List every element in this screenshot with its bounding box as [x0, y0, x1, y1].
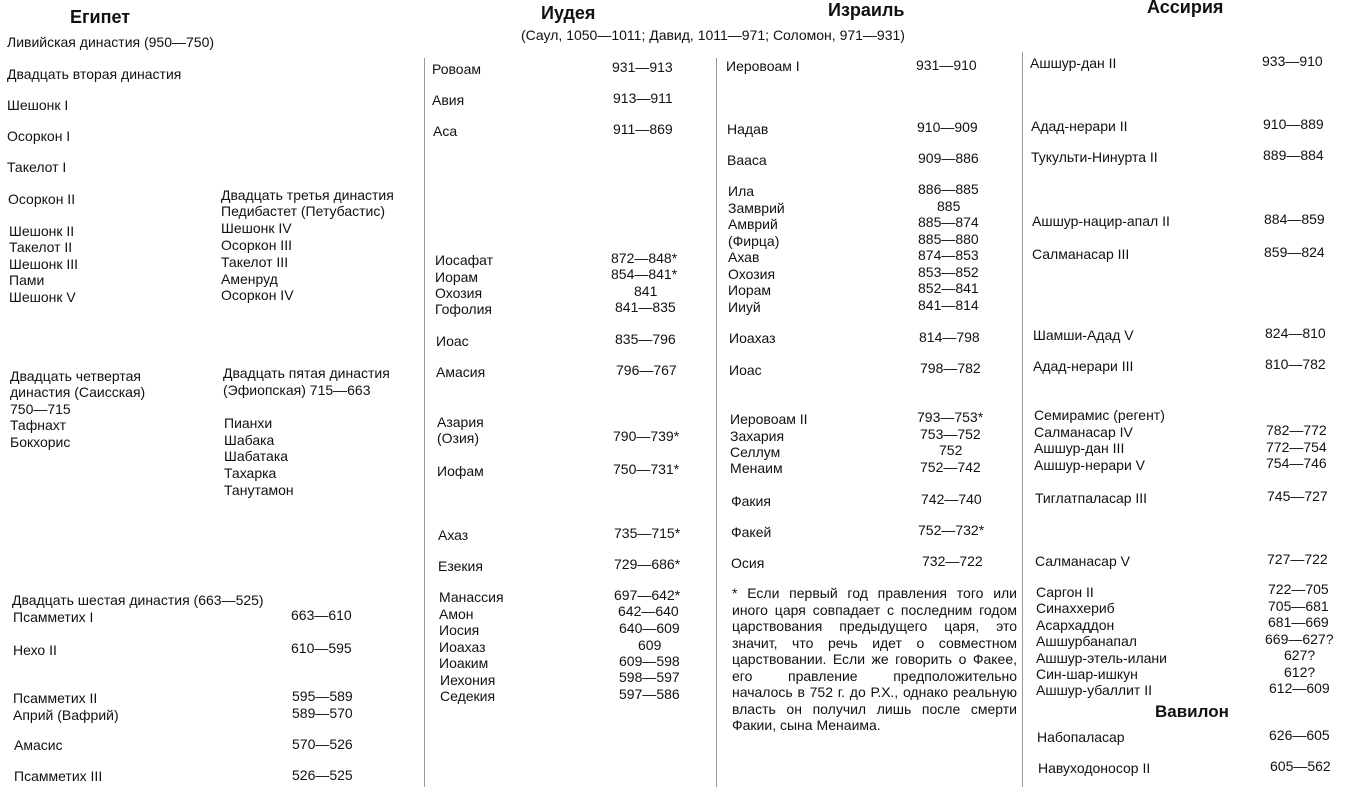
ruler-years: 752—732* [918, 522, 985, 538]
ruler-name: Иорам [728, 282, 772, 298]
ruler-name: Шешонк I [7, 97, 69, 113]
ruler-name: Иоахаз [439, 639, 486, 655]
ruler-years: 790—739* [613, 428, 680, 444]
ruler-years: 910—909 [917, 119, 978, 135]
ruler-name: Шешонк IV [221, 220, 292, 236]
ruler-name: Ииуй [728, 299, 761, 315]
ruler-name: Ашшур-нацир-апал II [1032, 213, 1170, 229]
ruler-years: 669—627? [1265, 631, 1334, 647]
ruler-years: 796—767 [616, 362, 677, 378]
ruler-name: Иоаким [439, 655, 489, 671]
ruler-years: 705—681 [1268, 598, 1329, 614]
dynasty-years: 750—715 [10, 401, 71, 417]
ruler-name: Ровоам [432, 61, 481, 77]
ruler-name: Шешонк III [9, 256, 79, 272]
ruler-name: Семирамис (регент) [1034, 407, 1165, 423]
ruler-name: Амасия [436, 364, 486, 380]
ruler-name: Факей [731, 524, 772, 540]
ruler-name: (Фирца) [728, 233, 780, 249]
ruler-name: Танутамон [224, 482, 294, 498]
dynasty-heading: Двадцать шестая династия (663—525) [12, 592, 264, 608]
judea-title: Иудея [541, 3, 596, 23]
ruler-years: 931—913 [612, 59, 673, 75]
ruler-name: Тиглатпаласар III [1035, 490, 1148, 506]
ruler-years: 681—669 [1268, 614, 1329, 630]
ruler-years: 853—852 [918, 264, 979, 280]
ruler-name: Салманасар IV [1034, 424, 1133, 440]
ruler-years: 909—886 [918, 150, 979, 166]
ruler-name: Шамши-Адад V [1033, 327, 1134, 343]
ruler-years: 605—562 [1270, 758, 1331, 774]
ruler-years: 754—746 [1266, 455, 1327, 471]
ruler-years: 859—824 [1264, 244, 1325, 260]
ruler-name: Иоас [436, 333, 469, 349]
ruler-years: 753—752 [920, 426, 981, 442]
ruler-years: 931—910 [916, 57, 977, 73]
ruler-years: 835—796 [615, 331, 676, 347]
ruler-name: Иоас [729, 362, 762, 378]
ruler-name: Ашшур-дан III [1034, 440, 1125, 456]
ruler-name: Манассия [439, 589, 504, 605]
ruler-name: Охозия [728, 266, 776, 282]
ruler-name: Охозия [435, 285, 483, 301]
ruler-name: Тукульти-Нинурта II [1031, 149, 1158, 165]
ruler-years: 609—598 [619, 653, 680, 669]
ruler-name: Ахаз [438, 527, 469, 543]
ruler-years: 885—880 [918, 231, 979, 247]
israel-title: Израиль [828, 0, 905, 20]
ruler-years: 810—782 [1265, 356, 1326, 372]
ruler-name: Иорам [435, 269, 479, 285]
ruler-years: 729—686* [614, 556, 681, 572]
ruler-name: Тафнахт [10, 417, 66, 433]
ruler-name: Амон [439, 606, 474, 622]
ruler-years: 642—640 [618, 603, 679, 619]
ruler-name: Адад-нерари II [1031, 118, 1128, 134]
dynasty-heading: Двадцать четвертая [10, 368, 142, 384]
ruler-years: 889—884 [1263, 147, 1324, 163]
ruler-years: 782—772 [1266, 422, 1327, 438]
dynasty-heading: Ливийская династия (950—750) [7, 34, 215, 50]
ruler-years: 798—782 [920, 360, 981, 376]
egypt-title: Египет [70, 7, 131, 27]
ruler-name: Салманасар V [1035, 553, 1130, 569]
ruler-name: Осоркон I [7, 128, 71, 144]
ruler-name: Езекия [438, 558, 483, 574]
ruler-years: 595—589 [292, 688, 353, 704]
ruler-name: Ашшур-убаллит II [1036, 682, 1152, 698]
ruler-years: 697—642* [614, 587, 681, 603]
ruler-name: Иоахаз [729, 330, 776, 346]
ruler-name: Такелот II [9, 239, 73, 255]
ruler-years: 841—814 [918, 297, 979, 313]
ruler-years: 752 [939, 442, 963, 458]
ruler-years: 793—753* [917, 409, 984, 425]
ruler-name: Навуходоносор II [1038, 760, 1151, 776]
footnote: * Если первый год правления того или иного царя совпадает с последним годом царствования предыдущего царя, это значит, что речь идет о совместном царствовании. Если же говорить о Факее, его правление предположительно началось в 752 г. до Р.Х., однако реальную власть он получил лишь после смерти Факии, сына Менаима. [732, 585, 1017, 733]
ruler-name: Шешонк II [9, 223, 75, 239]
ruler-name: Адад-нерари III [1033, 358, 1134, 374]
ruler-years: 854—841* [611, 266, 678, 282]
ruler-years: 612—609 [1269, 680, 1330, 696]
column-divider-judea-israel [716, 58, 717, 787]
ruler-years: 722—705 [1268, 581, 1329, 597]
ruler-name: Иехония [440, 672, 496, 688]
ruler-name: Ила [728, 183, 755, 199]
ruler-name: Замврий [728, 200, 785, 216]
ruler-years: 752—742 [920, 459, 981, 475]
ruler-name: Иосафат [435, 252, 494, 268]
assyria-title: Ассирия [1147, 0, 1224, 17]
ruler-name: Асархаддон [1036, 617, 1115, 633]
ruler-years: 598—597 [619, 669, 680, 685]
ruler-years: 884—859 [1264, 211, 1325, 227]
ruler-years: 640—609 [619, 620, 680, 636]
ruler-years: 597—586 [619, 686, 680, 702]
ruler-name: Иосия [439, 622, 480, 638]
ruler-name: Иеровоам II [730, 411, 808, 427]
ruler-name: Амврий [728, 216, 778, 232]
ruler-name: Гофолия [435, 301, 492, 317]
ruler-years: 735—715* [614, 525, 681, 541]
ruler-name: Осия [731, 555, 765, 571]
ruler-name: Син-шар-ишкун [1036, 666, 1138, 682]
ruler-years: 663—610 [291, 607, 352, 623]
ruler-name: Селлум [730, 444, 781, 460]
dynasty-heading: Двадцать вторая династия [7, 66, 182, 82]
ruler-years: 814—798 [919, 329, 980, 345]
ruler-name: Салманасар III [1032, 246, 1130, 262]
ruler-years: 872—848* [611, 250, 678, 266]
ruler-name: Седекия [440, 688, 496, 704]
ruler-years: 732—722 [922, 553, 983, 569]
ruler-name: Ашшур-этель-илани [1036, 650, 1167, 666]
dynasty-heading: Двадцать третья династия [221, 187, 394, 203]
column-divider-egypt-judea [424, 58, 425, 787]
ruler-name: Осоркон IV [221, 287, 294, 303]
babylon-title: Вавилон [1155, 702, 1229, 721]
ruler-years: 526—525 [292, 767, 353, 783]
ruler-years: 609 [638, 637, 662, 653]
ruler-name: Саргон II [1036, 584, 1094, 600]
ruler-years: 742—740 [921, 491, 982, 507]
ruler-years: 824—810 [1265, 325, 1326, 341]
column-divider-israel-assyria [1022, 52, 1023, 787]
dynasty-heading: (Эфиопская) 715—663 [223, 382, 371, 398]
judea-subtitle: (Саул, 1050—1011; Давид, 1011—971; Соломон, 971—931) [521, 27, 905, 43]
ruler-years: 910—889 [1263, 116, 1324, 132]
ruler-name: Авия [432, 92, 465, 108]
ruler-name: Вааса [727, 152, 767, 168]
ruler-name: Осоркон II [8, 191, 76, 207]
ruler-name: Ашшур-нерари V [1034, 457, 1146, 473]
ruler-name: Нехо II [13, 642, 57, 658]
ruler-name: Аса [433, 123, 458, 139]
ruler-name: Такелот III [221, 254, 289, 270]
dynasty-heading: Двадцать пятая династия [223, 365, 390, 381]
ruler-name: Иофам [437, 463, 484, 479]
ruler-name: Пами [9, 272, 45, 288]
ruler-years: 841 [634, 283, 658, 299]
ruler-name: Ахав [728, 249, 760, 265]
ruler-name: Псамметих II [13, 690, 98, 706]
ruler-name: Бокхорис [10, 434, 71, 450]
ruler-name: Набопаласар [1037, 729, 1125, 745]
ruler-name: Аменруд [221, 271, 278, 287]
ruler-years: 933—910 [1262, 53, 1323, 69]
ruler-years: 886—885 [918, 181, 979, 197]
ruler-name: Пианхи [224, 415, 273, 431]
ruler-name: Тахарка [224, 465, 277, 481]
ruler-years: 841—835 [615, 299, 676, 315]
ruler-years: 745—727 [1267, 488, 1328, 504]
ruler-name: (Озия) [437, 430, 480, 446]
ruler-name: Шешонк V [9, 289, 76, 305]
ruler-name: Псамметих III [14, 768, 103, 784]
ruler-years: 885 [937, 198, 961, 214]
ruler-name: Такелот I [7, 159, 67, 175]
ruler-years: 852—841 [918, 280, 979, 296]
ruler-name: Ашшурбанапал [1036, 633, 1137, 649]
ruler-name: Псамметих I [13, 609, 94, 625]
ruler-name: Синаххериб [1036, 600, 1115, 616]
ruler-years: 612? [1284, 664, 1316, 680]
ruler-name: Иеровоам I [726, 58, 800, 74]
dynasty-heading: династия (Саисская) [10, 384, 146, 400]
ruler-name: Азария [437, 414, 484, 430]
ruler-name: Шабака [224, 432, 275, 448]
ruler-name: Надав [727, 121, 769, 137]
ruler-years: 626—605 [1269, 727, 1330, 743]
ruler-years: 727—722 [1267, 551, 1328, 567]
ruler-years: 874—853 [918, 247, 979, 263]
ruler-name: Захария [730, 428, 785, 444]
ruler-name: Ашшур-дан II [1030, 55, 1117, 71]
ruler-name: Априй (Вафрий) [13, 707, 119, 723]
dynasty-heading: Педибастет (Петубастис) [221, 203, 386, 219]
ruler-years: 885—874 [918, 214, 979, 230]
ruler-years: 570—526 [292, 736, 353, 752]
ruler-name: Шабатака [224, 448, 289, 464]
ruler-name: Факия [731, 493, 771, 509]
ruler-name: Осоркон III [221, 237, 292, 253]
ruler-years: 772—754 [1266, 439, 1327, 455]
ruler-name: Менаим [730, 460, 783, 476]
ruler-years: 750—731* [613, 461, 680, 477]
ruler-name: Амасис [14, 737, 63, 753]
ruler-years: 610—595 [291, 640, 352, 656]
ruler-years: 627? [1284, 647, 1316, 663]
ruler-years: 911—869 [613, 121, 673, 137]
ruler-years: 913—911 [613, 90, 673, 106]
ruler-years: 589—570 [292, 705, 353, 721]
